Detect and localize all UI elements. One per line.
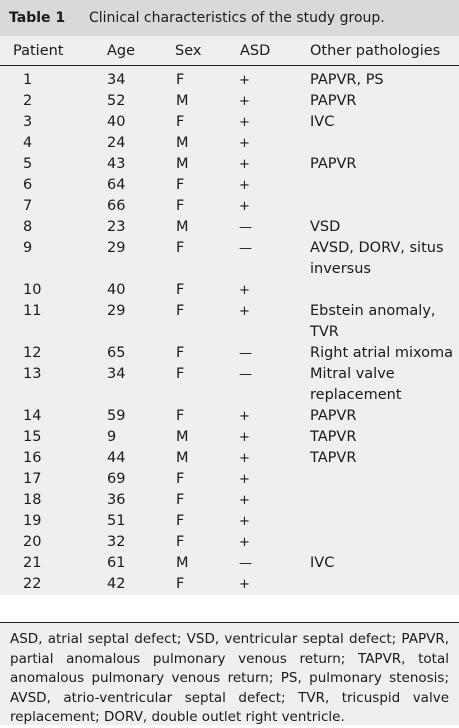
table-label: Table 1 — [9, 10, 66, 26]
table-row — [0, 490, 459, 511]
patient-cell: 21 — [23, 555, 42, 571]
patient-cell: 4 — [23, 135, 33, 151]
age-cell: 59 — [107, 408, 126, 424]
sex-cell: M — [176, 450, 189, 466]
asd-cell: + — [239, 493, 250, 508]
other-pathologies-cell — [308, 490, 459, 511]
table-row — [0, 427, 459, 448]
asd-cell: + — [239, 157, 250, 172]
column-header-other-pathologies: Other pathologies — [310, 42, 441, 59]
sex-cell: M — [176, 429, 189, 445]
age-cell: 42 — [107, 576, 126, 592]
table-row — [0, 574, 459, 595]
patient-cell: 1 — [23, 72, 33, 88]
other-pathologies-cell — [308, 511, 459, 532]
asd-cell: + — [239, 514, 250, 529]
sex-cell: F — [176, 177, 185, 193]
sex-cell: F — [176, 534, 185, 550]
asd-cell: — — [239, 220, 252, 235]
sex-cell: F — [176, 492, 185, 508]
age-cell: 9 — [107, 429, 117, 445]
asd-cell: — — [239, 367, 252, 382]
sex-cell: F — [176, 72, 185, 88]
other-pathologies-cell: PAPVR — [310, 408, 357, 424]
asd-cell: + — [239, 472, 250, 487]
table-row — [0, 553, 459, 574]
patient-cell: 7 — [23, 198, 33, 214]
sex-cell: F — [176, 345, 185, 361]
age-cell: 40 — [107, 282, 126, 298]
table-row — [0, 112, 459, 133]
age-cell: 29 — [107, 240, 126, 256]
patient-cell: 22 — [23, 576, 42, 592]
patient-cell: 15 — [23, 429, 42, 445]
age-cell: 51 — [107, 513, 126, 529]
asd-cell: + — [239, 451, 250, 466]
asd-cell: + — [239, 178, 250, 193]
asd-cell: — — [239, 556, 252, 571]
other-pathologies-cell: PAPVR — [310, 93, 357, 109]
table-row — [0, 532, 459, 553]
table-row — [0, 364, 459, 406]
sex-cell: F — [176, 114, 185, 130]
other-pathologies-cell: TAPVR — [310, 450, 357, 466]
other-pathologies-cell: Ebstein anomaly, TVR — [310, 303, 436, 340]
patient-cell: 10 — [23, 282, 42, 298]
table-row — [0, 301, 459, 343]
sex-cell: M — [176, 135, 189, 151]
other-pathologies-cell — [308, 280, 459, 301]
asd-cell: — — [239, 241, 252, 256]
age-cell: 34 — [107, 366, 126, 382]
age-cell: 40 — [107, 114, 126, 130]
table-row — [0, 70, 459, 91]
patient-cell: 5 — [23, 156, 33, 172]
age-cell: 29 — [107, 303, 126, 319]
table-footnote: ASD, atrial septal defect; VSD, ventricular septal defect; PAPVR, partial anomalous pulmonary venous return; TAPVR, total anomalous pulmonary venous return; PS, pulmonary stenosis; AVSD, atrio-ventricular septal defect; TVR, tricuspid valve replacement; DORV, double outlet right ventricle. — [0, 622, 459, 725]
asd-cell: + — [239, 73, 250, 88]
patient-cell: 12 — [23, 345, 42, 361]
other-pathologies-cell — [308, 574, 459, 595]
sex-cell: F — [176, 282, 185, 298]
patient-cell: 19 — [23, 513, 42, 529]
patient-cell: 2 — [23, 93, 33, 109]
sex-cell: M — [176, 156, 189, 172]
asd-cell: + — [239, 283, 250, 298]
sex-cell: M — [176, 219, 189, 235]
sex-cell: F — [176, 576, 185, 592]
age-cell: 61 — [107, 555, 126, 571]
asd-cell: + — [239, 430, 250, 445]
other-pathologies-cell — [308, 196, 459, 217]
asd-cell: + — [239, 115, 250, 130]
table-row — [0, 406, 459, 427]
sex-cell: F — [176, 513, 185, 529]
table-header-row — [0, 36, 459, 66]
table-row — [0, 175, 459, 196]
table-body — [0, 66, 459, 595]
sex-cell: M — [176, 93, 189, 109]
age-cell: 32 — [107, 534, 126, 550]
sex-cell: F — [176, 471, 185, 487]
table-title-bar — [0, 0, 459, 36]
asd-cell: + — [239, 577, 250, 592]
table-row — [0, 238, 459, 280]
age-cell: 65 — [107, 345, 126, 361]
asd-cell: + — [239, 136, 250, 151]
patient-cell: 18 — [23, 492, 42, 508]
patient-cell: 9 — [23, 240, 33, 256]
column-header-age: Age — [107, 42, 136, 59]
other-pathologies-cell — [308, 175, 459, 196]
table-row — [0, 196, 459, 217]
asd-cell: + — [239, 304, 250, 319]
age-cell: 43 — [107, 156, 126, 172]
table-row — [0, 448, 459, 469]
age-cell: 64 — [107, 177, 126, 193]
patient-cell: 3 — [23, 114, 33, 130]
sex-cell: F — [176, 366, 185, 382]
table-row — [0, 154, 459, 175]
other-pathologies-cell: TAPVR — [310, 429, 357, 445]
age-cell: 23 — [107, 219, 126, 235]
age-cell: 34 — [107, 72, 126, 88]
patient-cell: 14 — [23, 408, 42, 424]
other-pathologies-cell: Mitral valve replacement — [310, 366, 402, 403]
column-header-asd: ASD — [240, 42, 271, 59]
other-pathologies-cell: PAPVR, PS — [310, 72, 384, 88]
patient-cell: 8 — [23, 219, 33, 235]
column-header-sex: Sex — [175, 42, 202, 59]
table-row — [0, 280, 459, 301]
asd-cell: + — [239, 199, 250, 214]
age-cell: 44 — [107, 450, 126, 466]
patient-cell: 20 — [23, 534, 42, 550]
other-pathologies-cell: Right atrial mixoma — [310, 345, 454, 361]
patient-cell: 13 — [23, 366, 42, 382]
sex-cell: F — [176, 303, 185, 319]
other-pathologies-cell: IVC — [310, 114, 335, 130]
patient-cell: 11 — [23, 303, 42, 319]
asd-cell: + — [239, 94, 250, 109]
other-pathologies-cell: VSD — [310, 219, 341, 235]
age-cell: 66 — [107, 198, 126, 214]
table-row — [0, 133, 459, 154]
table-row — [0, 343, 459, 364]
asd-cell: — — [239, 346, 252, 361]
asd-cell: + — [239, 409, 250, 424]
other-pathologies-cell — [308, 133, 459, 154]
patient-cell: 17 — [23, 471, 42, 487]
age-cell: 36 — [107, 492, 126, 508]
other-pathologies-cell — [308, 532, 459, 553]
table-row — [0, 217, 459, 238]
other-pathologies-cell: PAPVR — [310, 156, 357, 172]
sex-cell: F — [176, 240, 185, 256]
sex-cell: F — [176, 198, 185, 214]
table-row — [0, 511, 459, 532]
table-row — [0, 469, 459, 490]
other-pathologies-cell: AVSD, DORV, situs inversus — [310, 240, 444, 277]
sex-cell: M — [176, 555, 189, 571]
other-pathologies-cell — [308, 469, 459, 490]
sex-cell: F — [176, 408, 185, 424]
table-row — [0, 91, 459, 112]
column-header-patient: Patient — [13, 42, 64, 59]
other-pathologies-cell: IVC — [310, 555, 335, 571]
patient-cell: 6 — [23, 177, 33, 193]
asd-cell: + — [239, 535, 250, 550]
table-caption: Clinical characteristics of the study group. — [89, 10, 385, 26]
age-cell: 24 — [107, 135, 126, 151]
age-cell: 69 — [107, 471, 126, 487]
age-cell: 52 — [107, 93, 126, 109]
patient-cell: 16 — [23, 450, 42, 466]
